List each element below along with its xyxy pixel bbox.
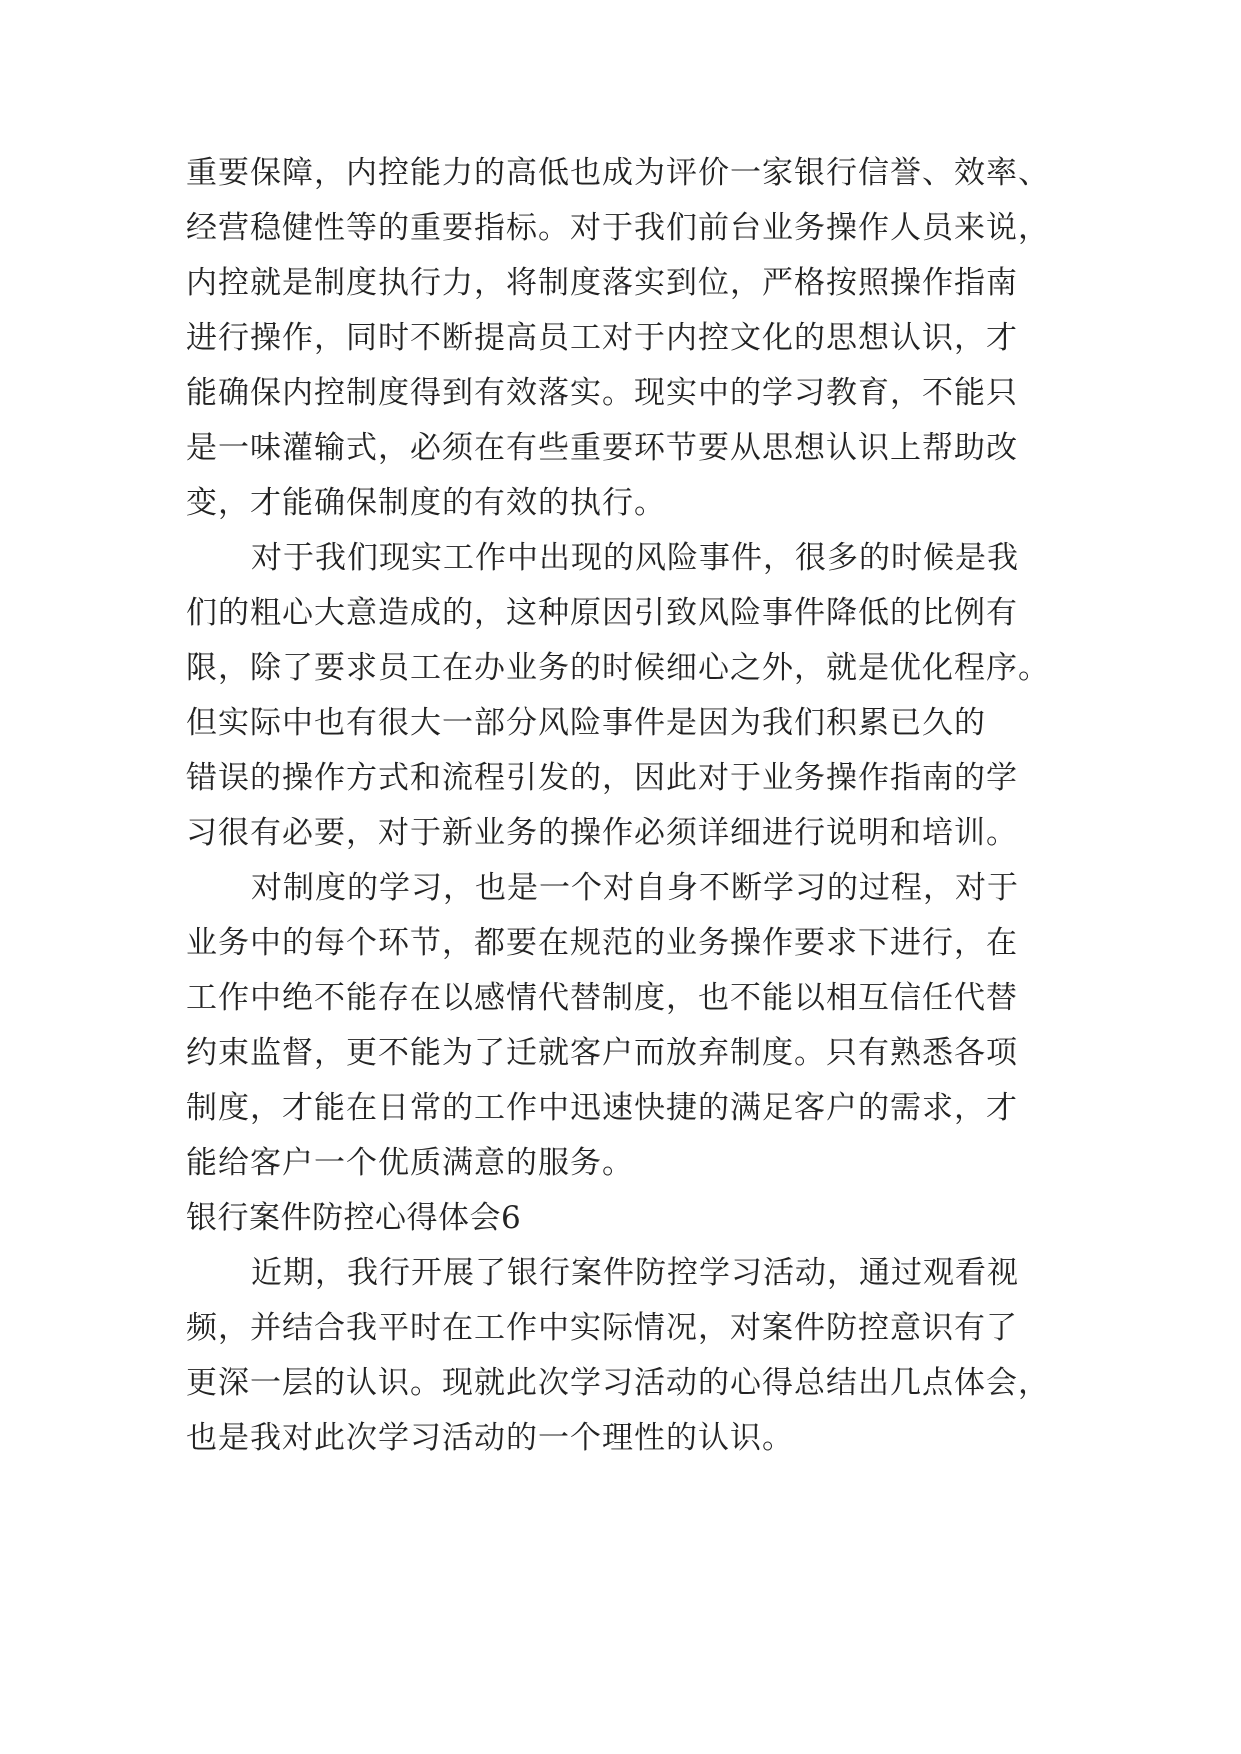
paragraph-first-line: 近期，我行开展了银行案件防控学习活动，通过观看视 bbox=[251, 1255, 1019, 1291]
text-line: 经营稳健性等的重要指标。对于我们前台业务操作人员来说， bbox=[186, 210, 1050, 246]
text-line: 频，并结合我平时在工作中实际情况，对案件防控意识有了 bbox=[186, 1310, 1018, 1346]
text-line: 进行操作，同时不断提高员工对于内控文化的思想认识，才 bbox=[186, 320, 1018, 356]
text-line: 约束监督，更不能为了迁就客户而放弃制度。只有熟悉各项 bbox=[186, 1035, 1018, 1071]
text-line: 们的粗心大意造成的，这种原因引致风险事件降低的比例有 bbox=[186, 595, 1018, 631]
text-line: 变，才能确保制度的有效的执行。 bbox=[186, 485, 666, 521]
section-heading: 银行案件防控心得体会6 bbox=[186, 1200, 522, 1236]
text-line: 习很有必要，对于新业务的操作必须详细进行说明和培训。 bbox=[186, 815, 1018, 851]
text-line: 能确保内控制度得到有效落实。现实中的学习教育，不能只 bbox=[186, 375, 1018, 411]
text-line: 错误的操作方式和流程引发的，因此对于业务操作指南的学 bbox=[186, 760, 1018, 796]
text-line: 但实际中也有很大一部分风险事件是因为我们积累已久的 bbox=[186, 705, 986, 741]
text-line: 重要保障，内控能力的高低也成为评价一家银行信誉、效率、 bbox=[186, 155, 1050, 191]
text-line: 能给客户一个优质满意的服务。 bbox=[186, 1145, 634, 1181]
paragraph-first-line: 对于我们现实工作中出现的风险事件，很多的时候是我 bbox=[251, 540, 1019, 576]
text-line: 是一味灌输式，必须在有些重要环节要从思想认识上帮助改 bbox=[186, 430, 1018, 466]
text-line: 更深一层的认识。现就此次学习活动的心得总结出几点体会， bbox=[186, 1365, 1050, 1401]
text-line: 业务中的每个环节，都要在规范的业务操作要求下进行，在 bbox=[186, 925, 1018, 961]
text-line: 也是我对此次学习活动的一个理性的认识。 bbox=[186, 1420, 794, 1456]
text-line: 内控就是制度执行力，将制度落实到位，严格按照操作指南 bbox=[186, 265, 1018, 301]
text-line: 制度，才能在日常的工作中迅速快捷的满足客户的需求，才 bbox=[186, 1090, 1018, 1126]
paragraph-first-line: 对制度的学习，也是一个对自身不断学习的过程，对于 bbox=[251, 870, 1019, 906]
text-line: 工作中绝不能存在以感情代替制度，也不能以相互信任代替 bbox=[186, 980, 1018, 1016]
text-line: 限，除了要求员工在办业务的时候细心之外，就是优化程序。 bbox=[186, 650, 1050, 686]
